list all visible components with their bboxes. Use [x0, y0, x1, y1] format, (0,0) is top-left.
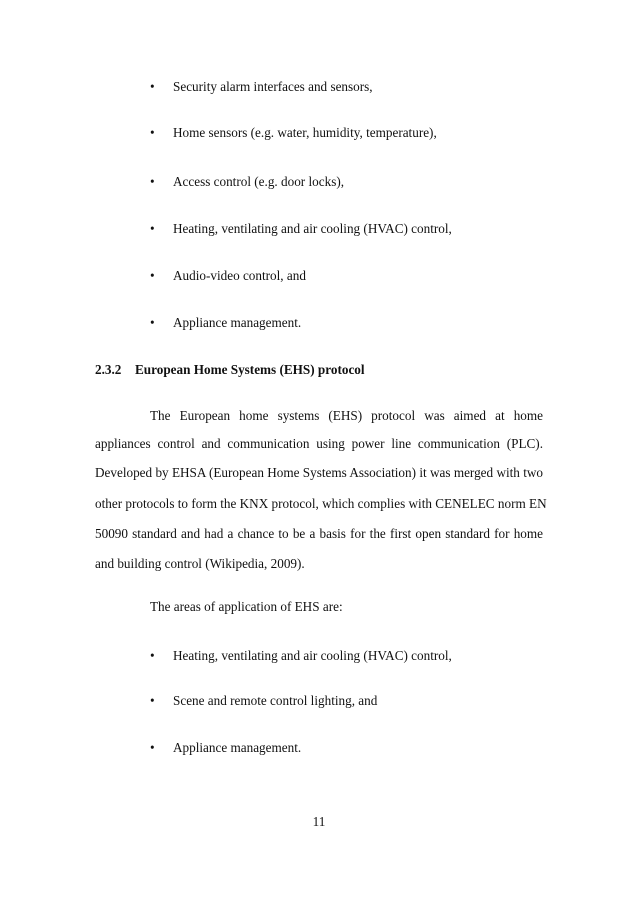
paragraph-line: appliances control and communication using power line communication (PLC). [95, 436, 543, 451]
bullet-icon: • [150, 315, 155, 330]
bullet-text: Heating, ventilating and air cooling (HVAC) control, [173, 221, 452, 236]
bullet-icon: • [150, 693, 155, 708]
bullet-icon: • [150, 221, 155, 236]
bullet-item [150, 267, 306, 285]
bullet-text: Home sensors (e.g. water, humidity, temperature), [173, 125, 437, 140]
areas-intro: The areas of application of EHS are: [150, 599, 343, 614]
bullet-item [150, 124, 437, 142]
paragraph-line: Developed by EHSA (European Home Systems Association) it was merged with two [95, 465, 543, 480]
bullet-text: Security alarm interfaces and sensors, [173, 79, 373, 94]
bullet-item [150, 220, 452, 238]
paragraph-line: 50090 standard and had a chance to be a basis for the first open standard for home [95, 526, 543, 541]
bullet-item [150, 647, 452, 665]
bullet-item [150, 692, 377, 710]
bullet-item [150, 314, 301, 332]
bullet-text: Heating, ventilating and air cooling (HVAC) control, [173, 648, 452, 663]
bullet-icon: • [150, 125, 155, 140]
bullet-icon: • [150, 174, 155, 189]
bullet-item [150, 78, 373, 96]
bullet-text: Audio-video control, and [173, 268, 306, 283]
paragraph-line: The European home systems (EHS) protocol was aimed at home [150, 408, 543, 423]
paragraph-line: and building control (Wikipedia, 2009). [95, 556, 305, 571]
section-number: 2.3.2 [95, 362, 122, 377]
paragraph-line: other protocols to form the KNX protocol, which complies with CENELEC norm EN [95, 496, 547, 511]
bullet-item [150, 739, 301, 757]
section-heading [95, 361, 365, 379]
section-title: European Home Systems (EHS) protocol [135, 362, 365, 377]
page-number: 11 [312, 814, 326, 829]
bullet-item [150, 173, 344, 191]
bullet-text: Access control (e.g. door locks), [173, 174, 345, 189]
bullet-text: Appliance management. [173, 315, 302, 330]
bullet-icon: • [150, 740, 155, 755]
bullet-icon: • [150, 648, 155, 663]
bullet-icon: • [150, 268, 155, 283]
bullet-icon: • [150, 79, 155, 94]
bullet-text: Appliance management. [173, 740, 302, 755]
bullet-text: Scene and remote control lighting, and [173, 693, 378, 708]
